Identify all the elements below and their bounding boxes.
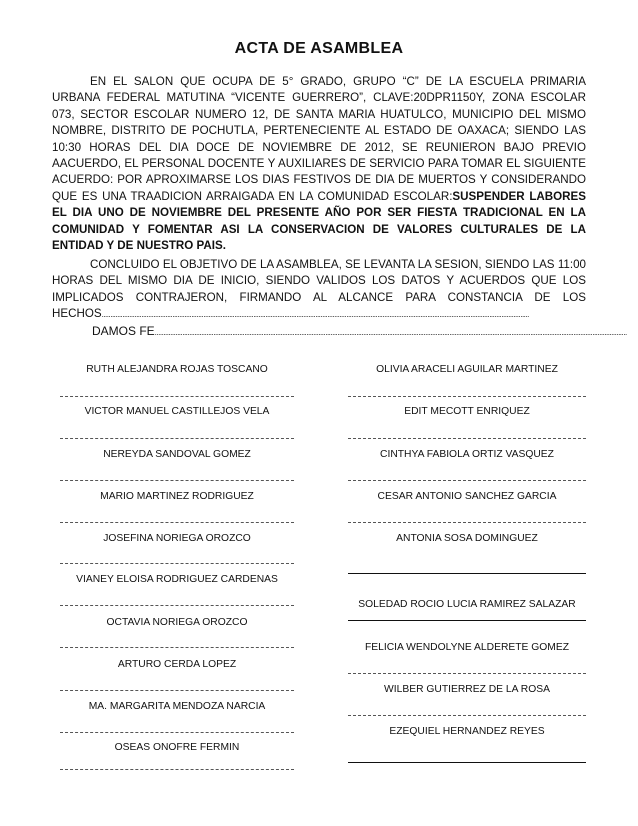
signature-name-right: EZEQUIEL HERNANDEZ REYES [389,726,545,737]
damos-fe-line [92,324,627,338]
document-title: ACTA DE ASAMBLEA [234,40,404,57]
paragraph-2-dots: ........................................................................................................................................................................................................................................................ [101,310,529,320]
signature-name-right: EDIT MECOTT ENRIQUEZ [404,406,530,417]
paragraph-2-text: CONCLUIDO EL OBJETIVO DE LA ASAMBLEA, SE LEVANTA LA SESION, SIENDO LAS 11:00 HORAS DEL MISMO DIA DE INICIO, SIENDO VALIDOS LOS DATOS Y ACUERDOS QUE LOS IMPLICADOS CONTRAJERON, FIRMANDO AL ALCANCE PARA CONSTANCIA DE LOS HECHOS [52,258,586,321]
signature-name-left: VIANEY ELOISA RODRIGUEZ CARDENAS [76,574,278,585]
signature-name-left: ARTURO CERDA LOPEZ [117,659,237,670]
signature-line [348,673,586,674]
signature-line [348,762,586,763]
signature-name-right: CINTHYA FABIOLA ORTIZ VASQUEZ [380,449,554,460]
paragraph-closing [52,257,586,324]
signature-name-right: FELICIA WENDOLYNE ALDERETE GOMEZ [364,642,570,653]
signature-line [348,396,586,397]
paragraph-meeting-details [52,74,586,254]
signature-line [348,480,586,481]
signature-name-left: VICTOR MANUEL CASTILLEJOS VELA [84,406,270,417]
signature-line [60,690,294,691]
signature-line [60,769,294,770]
signature-name-left: RUTH ALEJANDRA ROJAS TOSCANO [86,364,268,375]
signature-name-right: SOLEDAD ROCIO LUCIA RAMIREZ SALAZAR [358,599,576,610]
signature-name-right: WILBER GUTIERREZ DE LA ROSA [384,684,550,695]
signature-line [348,438,586,439]
signature-name-right: OLIVIA ARACELI AGUILAR MARTINEZ [376,364,558,375]
signature-line [60,480,294,481]
paragraph-1-text: EN EL SALON QUE OCUPA DE 5° GRADO, GRUPO “C” DE LA ESCUELA PRIMARIA URBANA FEDERAL MATUTINA “VICENTE GUERRERO”, CLAVE:20DPR1150Y, ZONA ESCOLAR 073, SECTOR ESCOLAR NUMERO 12, DE SANTA MARIA HUATULCO, MUNICIPIO DEL MISMO NOMBRE, DISTRITO DE POCHUTLA, PERTENECIENTE AL ESTADO DE OAXACA; SIENDO LAS 10:30 HORAS DEL DIA DOCE DE NOVIEMBRE DE 2012, SE REUNIERON BAJO PREVIO AACUERDO, EL PERSONAL DOCENTE Y AUXILIARES DE SERVICIO PARA TOMAR EL SIGUIENTE ACUERDO: POR APROXIMARSE LOS DIAS FESTIVOS DE DIA DE MUERTOS Y CONSIDERANDO QUE ES UNA TRAADICION ARRAIGADA EN LA COMUNIDAD ESCOLAR: [52,75,586,203]
signature-line [348,620,586,621]
signature-name-left: MA. MARGARITA MENDOZA NARCIA [88,701,266,712]
signature-line [60,732,294,733]
damos-fe-dots: .................................................................................................................................................................................................................................................................................. [154,328,627,337]
signature-name-left: OSEAS ONOFRE FERMIN [114,742,240,753]
signature-name-left: JOSEFINA NORIEGA OROZCO [103,533,251,544]
signature-line [60,438,294,439]
signature-line [60,396,294,397]
signature-name-right: ANTONIA SOSA DOMINGUEZ [396,533,538,544]
paragraph-1-agreement-bold: SUSPENDER LABORES EL DIA UNO DE NOVIEMBRE DEL PRESENTE AÑO POR SER FIESTA TRADICIONAL EN LA COMUNIDAD Y FOMENTAR ASI LA CONSERVACION DE VALORES CULTURALES DE LA ENTIDAD Y DE NUESTRO PAIS. [52,189,587,253]
signature-line [348,715,586,716]
signature-name-left: NEREYDA SANDOVAL GOMEZ [103,449,251,460]
signature-line [60,522,294,523]
signature-line [60,605,294,606]
signature-line [60,647,294,648]
damos-fe-label: DAMOS FE [92,324,155,338]
signature-name-right: CESAR ANTONIO SANCHEZ GARCIA [377,491,557,502]
signature-name-left: OCTAVIA NORIEGA OROZCO [106,617,248,628]
signature-name-left: MARIO MARTINEZ RODRIGUEZ [100,491,254,502]
signature-line [348,522,586,523]
signature-line [348,573,586,574]
signature-line [60,563,294,564]
